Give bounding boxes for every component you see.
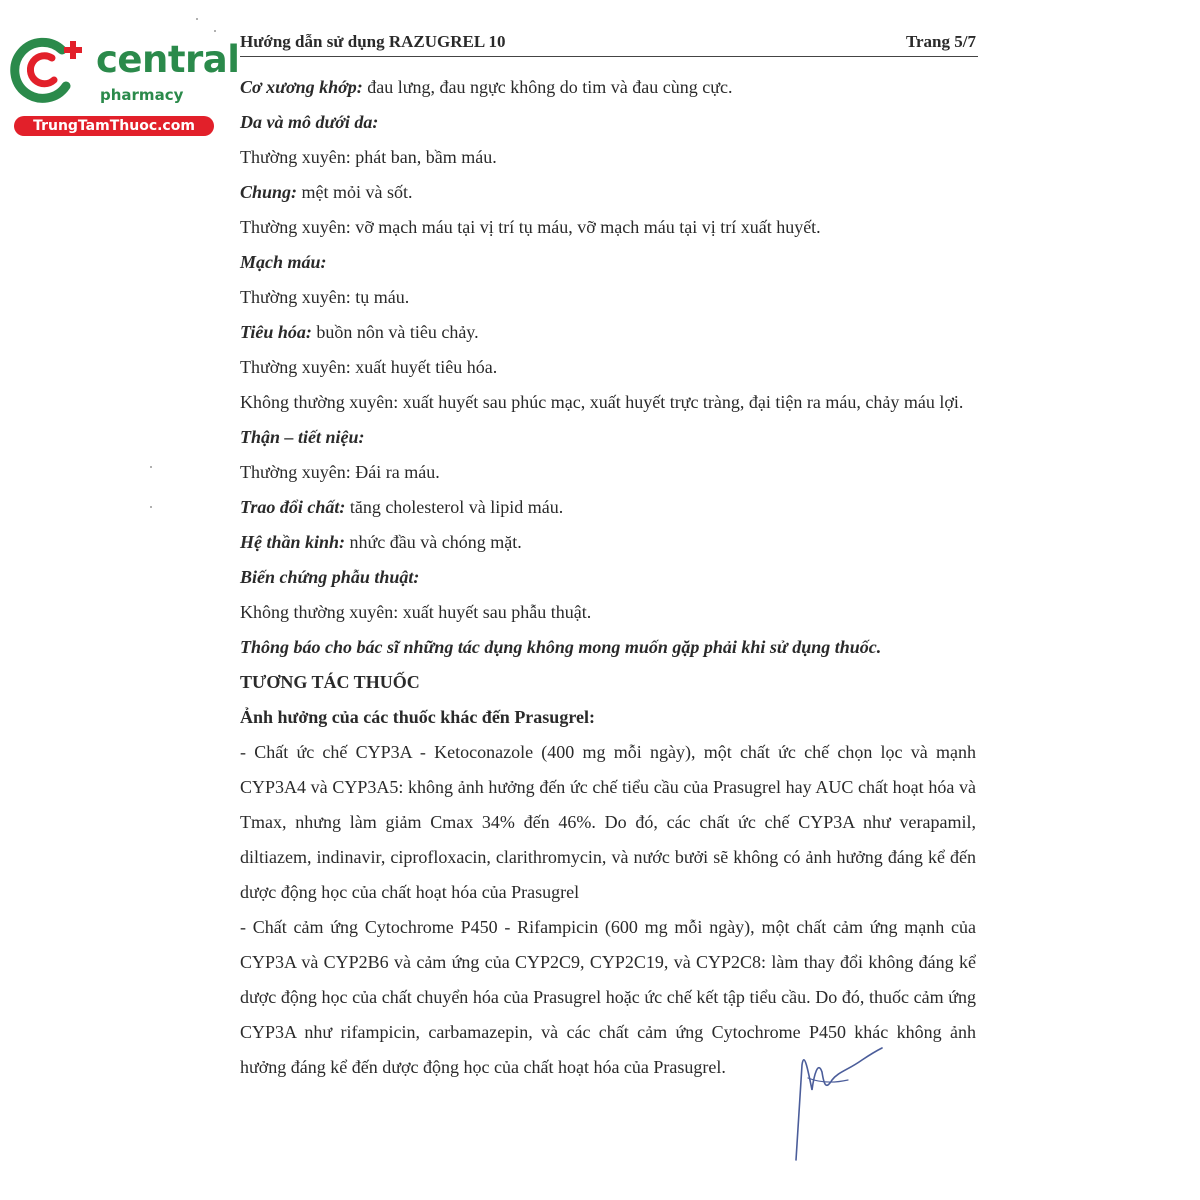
logo-site-url: TrungTamThuoc.com <box>14 116 214 136</box>
notice-statement: Thông báo cho bác sĩ những tác dụng không mong muốn gặp phải khi sử dụng thuốc. <box>240 637 882 657</box>
paragraph-general-common: Thường xuyên: vỡ mạch máu tại vị trí tụ máu, vỡ mạch máu tại vị trí xuất huyết. <box>240 217 821 237</box>
logo-subtitle: pharmacy <box>100 86 184 104</box>
logo-name: central <box>96 38 240 81</box>
paragraph-gi-common: Thường xuyên: xuất huyết tiêu hóa. <box>240 357 498 377</box>
paragraph-cyp3a-inhibitors: - Chất ức chế CYP3A - Ketoconazole (400 mg mỗi ngày), một chất ức chế chọn lọc và mạnh CYP3A4 và CYP3A5: không ảnh hưởng đến ức chế tiểu cầu của Prasugrel hay AUC chất hoạt hóa và Tmax, nhưng làm giảm Cmax 34% đến 46%. Do đó, các chất ức chế CYP3A như verapamil, diltiazem, indinavir, ciprofloxacin, clarithromycin, và nước bưởi sẽ không có ảnh hưởng đáng kể đến dược động học của chất hoạt hóa của Prasugrel <box>240 742 976 902</box>
scan-speck <box>150 466 152 468</box>
scan-speck <box>196 18 198 20</box>
document-body <box>240 70 976 1085</box>
section-vascular-label: Mạch máu: <box>240 252 327 272</box>
paragraph-musculoskeletal: Cơ xương khớp: đau lưng, đau ngực không do tim và đau cùng cực. <box>240 77 733 97</box>
paragraph-vascular-common: Thường xuyên: tụ máu. <box>240 287 410 307</box>
scan-speck <box>150 506 152 508</box>
section-skin-label: Da và mô dưới da: <box>240 112 379 132</box>
paragraph-gi-uncommon: Không thường xuyên: xuất huyết sau phúc mạc, xuất huyết trực tràng, đại tiện ra máu, chảy máu lợi. <box>240 392 964 412</box>
scan-speck <box>214 30 216 32</box>
section-renal-label: Thận – tiết niệu: <box>240 427 365 447</box>
page-header <box>240 30 978 57</box>
effects-subheading: Ảnh hưởng của các thuốc khác đến Prasugrel: <box>240 707 595 727</box>
section-surgical-label: Biến chứng phẫu thuật: <box>240 567 420 587</box>
document-title: Hướng dẫn sử dụng RAZUGREL 10 <box>240 32 506 51</box>
pharmacy-cross-logo-icon <box>10 36 90 104</box>
paragraph-renal-common: Thường xuyên: Đái ra máu. <box>240 462 440 482</box>
central-pharmacy-logo <box>10 36 240 136</box>
interactions-heading: TƯƠNG TÁC THUỐC <box>240 672 420 692</box>
page-number: Trang 5/7 <box>905 32 976 51</box>
paragraph-metabolic: Trao đổi chất: tăng cholesterol và lipid máu. <box>240 497 564 517</box>
paragraph-general: Chung: mệt mỏi và sốt. <box>240 182 413 202</box>
paragraph-p450-inducers: - Chất cảm ứng Cytochrome P450 - Rifampicin (600 mg mỗi ngày), một chất cảm ứng mạnh của CYP3A và CYP2B6 và cảm ứng của CYP2C9, CYP2C19, và CYP2C8: làm thay đổi không đáng kể dược động học của chất chuyển hóa của Prasugrel hoặc ức chế kết tập tiểu cầu. Do đó, thuốc cảm ứng CYP3A như rifampicin, carbamazepin, và các chất cảm ứng Cytochrome P450 khác không ảnh hưởng đáng kể đến dược động học của chất hoạt hóa của Prasugrel. <box>240 917 976 1077</box>
handwritten-signature <box>778 1030 888 1170</box>
paragraph-surgical-uncommon: Không thường xuyên: xuất huyết sau phẫu thuật. <box>240 602 592 622</box>
paragraph-gastrointestinal: Tiêu hóa: buồn nôn và tiêu chảy. <box>240 322 479 342</box>
paragraph-skin-common: Thường xuyên: phát ban, bầm máu. <box>240 147 497 167</box>
paragraph-nervous: Hệ thần kinh: nhức đầu và chóng mặt. <box>240 532 522 552</box>
